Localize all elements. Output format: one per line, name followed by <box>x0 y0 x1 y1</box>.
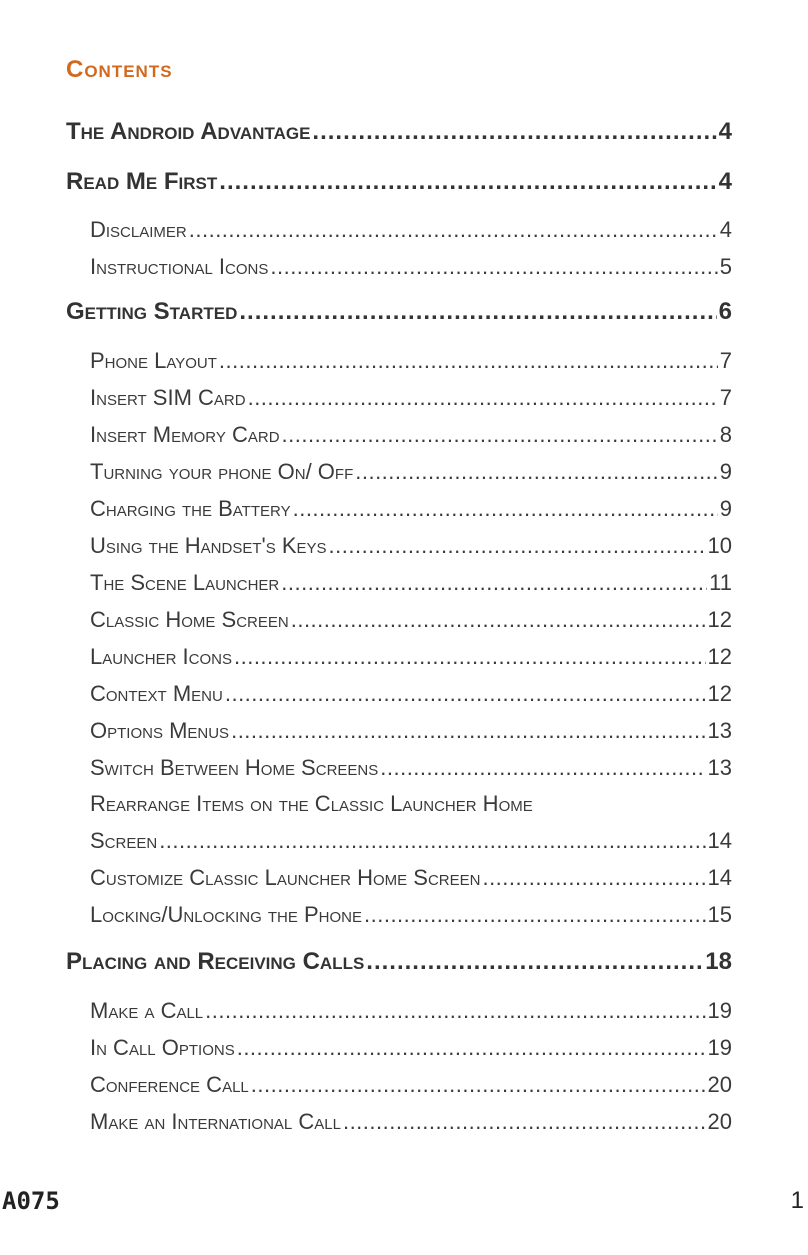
model-number: A075 <box>2 1187 60 1215</box>
toc-entry-title: Insert SIM Card <box>90 385 246 410</box>
toc-entry-title: Read Me First <box>66 168 218 195</box>
dot-leader <box>270 254 717 280</box>
toc-entry-page: 11 <box>709 570 732 595</box>
dot-leader <box>225 681 706 707</box>
toc-entry-page: 5 <box>719 254 732 279</box>
toc-entry[interactable] <box>90 385 732 411</box>
toc-entry[interactable] <box>90 828 732 854</box>
toc-entry-title: Conference Call <box>90 1072 249 1097</box>
toc-entry[interactable] <box>90 254 732 280</box>
toc-entry[interactable] <box>90 217 732 243</box>
toc-entry-title: Switch Between Home Screens <box>90 755 379 780</box>
dot-leader <box>189 217 718 243</box>
toc-entry[interactable] <box>90 1109 732 1135</box>
toc-entry[interactable] <box>90 1072 732 1098</box>
dot-leader <box>329 533 706 559</box>
toc-entry-page: 12 <box>707 607 732 632</box>
toc-entry-title: The Android Advantage <box>66 118 311 145</box>
toc-entry-title: Disclaimer <box>90 217 187 242</box>
dot-leader <box>364 902 706 928</box>
toc-entry-first-line[interactable] <box>90 791 732 817</box>
page-number: 1 <box>790 1187 804 1214</box>
toc-entry[interactable] <box>90 681 732 707</box>
dot-leader <box>291 607 706 633</box>
toc-entry-page: 14 <box>707 828 732 853</box>
toc-entry-page: 6 <box>718 298 732 325</box>
toc-entry-title: Getting Started <box>66 298 238 325</box>
toc-entry[interactable] <box>90 644 732 670</box>
toc-entry-page: 19 <box>707 998 732 1023</box>
toc-entry[interactable] <box>66 948 732 976</box>
toc-entry-page: 7 <box>719 348 732 373</box>
toc-entry[interactable] <box>90 570 732 596</box>
toc-entry-page: 9 <box>719 459 732 484</box>
dot-leader <box>234 644 706 670</box>
toc-entry-title-continued: Screen <box>90 828 158 853</box>
toc-entry-page: 4 <box>718 118 732 145</box>
toc-entry-title: Make a Call <box>90 998 204 1023</box>
toc-entry-title: Make an International Call <box>90 1109 341 1134</box>
dot-leader <box>159 828 705 854</box>
toc-entry[interactable] <box>90 1035 732 1061</box>
toc-entry-title: Turning your phone On/ Off <box>90 459 354 484</box>
toc-entry[interactable] <box>90 348 732 374</box>
toc-entry-page: 14 <box>707 865 732 890</box>
toc-entry[interactable] <box>90 865 732 891</box>
toc-entry-page: 7 <box>719 385 732 410</box>
dot-leader <box>231 718 705 744</box>
toc-entry-page: 4 <box>718 168 732 195</box>
toc-entry[interactable] <box>90 718 732 744</box>
toc-entry-page: 20 <box>707 1072 732 1097</box>
dot-leader <box>312 118 716 146</box>
dot-leader <box>248 385 718 411</box>
toc-entry-title: Locking/Unlocking the Phone <box>90 902 362 927</box>
toc-entry-title: The Scene Launcher <box>90 570 280 595</box>
toc-entry-page: 8 <box>719 422 732 447</box>
toc-entry[interactable] <box>90 533 732 559</box>
toc-entry[interactable] <box>66 118 732 146</box>
dot-leader <box>251 1072 706 1098</box>
toc-entry-title: Phone Layout <box>90 348 217 373</box>
toc-entry[interactable] <box>90 496 732 522</box>
toc-entry-page: 13 <box>707 755 732 780</box>
toc-entry[interactable] <box>90 902 732 928</box>
toc-entry-page: 13 <box>707 718 732 743</box>
toc-entry-page: 20 <box>707 1109 732 1134</box>
dot-leader <box>482 865 705 891</box>
toc-entry[interactable] <box>90 998 732 1024</box>
toc-entry-page: 18 <box>705 948 732 975</box>
toc-entry-title: Using the Handset's Keys <box>90 533 327 558</box>
toc-entry-title: In Call Options <box>90 1035 235 1060</box>
dot-leader <box>219 168 716 196</box>
toc-entry[interactable] <box>66 298 732 326</box>
dot-leader <box>366 948 703 976</box>
toc-entry-title: Instructional Icons <box>90 254 269 279</box>
toc-entry-page: 12 <box>707 681 732 706</box>
toc-entry-page: 4 <box>719 217 732 242</box>
toc-entry[interactable] <box>90 755 732 781</box>
toc-entry-title: Options Menus <box>90 718 230 743</box>
toc-entry[interactable] <box>90 422 732 448</box>
contents-heading: Contents <box>66 56 173 83</box>
dot-leader <box>355 459 718 485</box>
toc-entry-page: 10 <box>707 533 732 558</box>
toc-entry-title: Context Menu <box>90 681 223 706</box>
toc-entry-title: Rearrange Items on the Classic Launcher Home <box>90 791 533 816</box>
toc-entry-page: 19 <box>707 1035 732 1060</box>
dot-leader <box>343 1109 706 1135</box>
toc-entry-title: Launcher Icons <box>90 644 232 669</box>
dot-leader <box>205 998 705 1024</box>
toc-entry-title: Classic Home Screen <box>90 607 289 632</box>
toc-entry-title: Charging the Battery <box>90 496 291 521</box>
dot-leader <box>219 348 718 374</box>
toc-entry[interactable] <box>90 459 732 485</box>
dot-leader <box>237 1035 706 1061</box>
dot-leader <box>281 570 707 596</box>
toc-entry-page: 15 <box>707 902 732 927</box>
toc-entry[interactable] <box>90 607 732 633</box>
toc-entry-title: Customize Classic Launcher Home Screen <box>90 865 481 890</box>
dot-leader <box>239 298 716 326</box>
toc-entry-page: 9 <box>719 496 732 521</box>
toc-entry[interactable] <box>66 168 732 196</box>
toc-entry-title: Insert Memory Card <box>90 422 280 447</box>
toc-entry-title: Placing and Receiving Calls <box>66 948 365 975</box>
dot-leader <box>380 755 705 781</box>
dot-leader <box>293 496 718 522</box>
toc-entry-page: 12 <box>707 644 732 669</box>
dot-leader <box>282 422 718 448</box>
